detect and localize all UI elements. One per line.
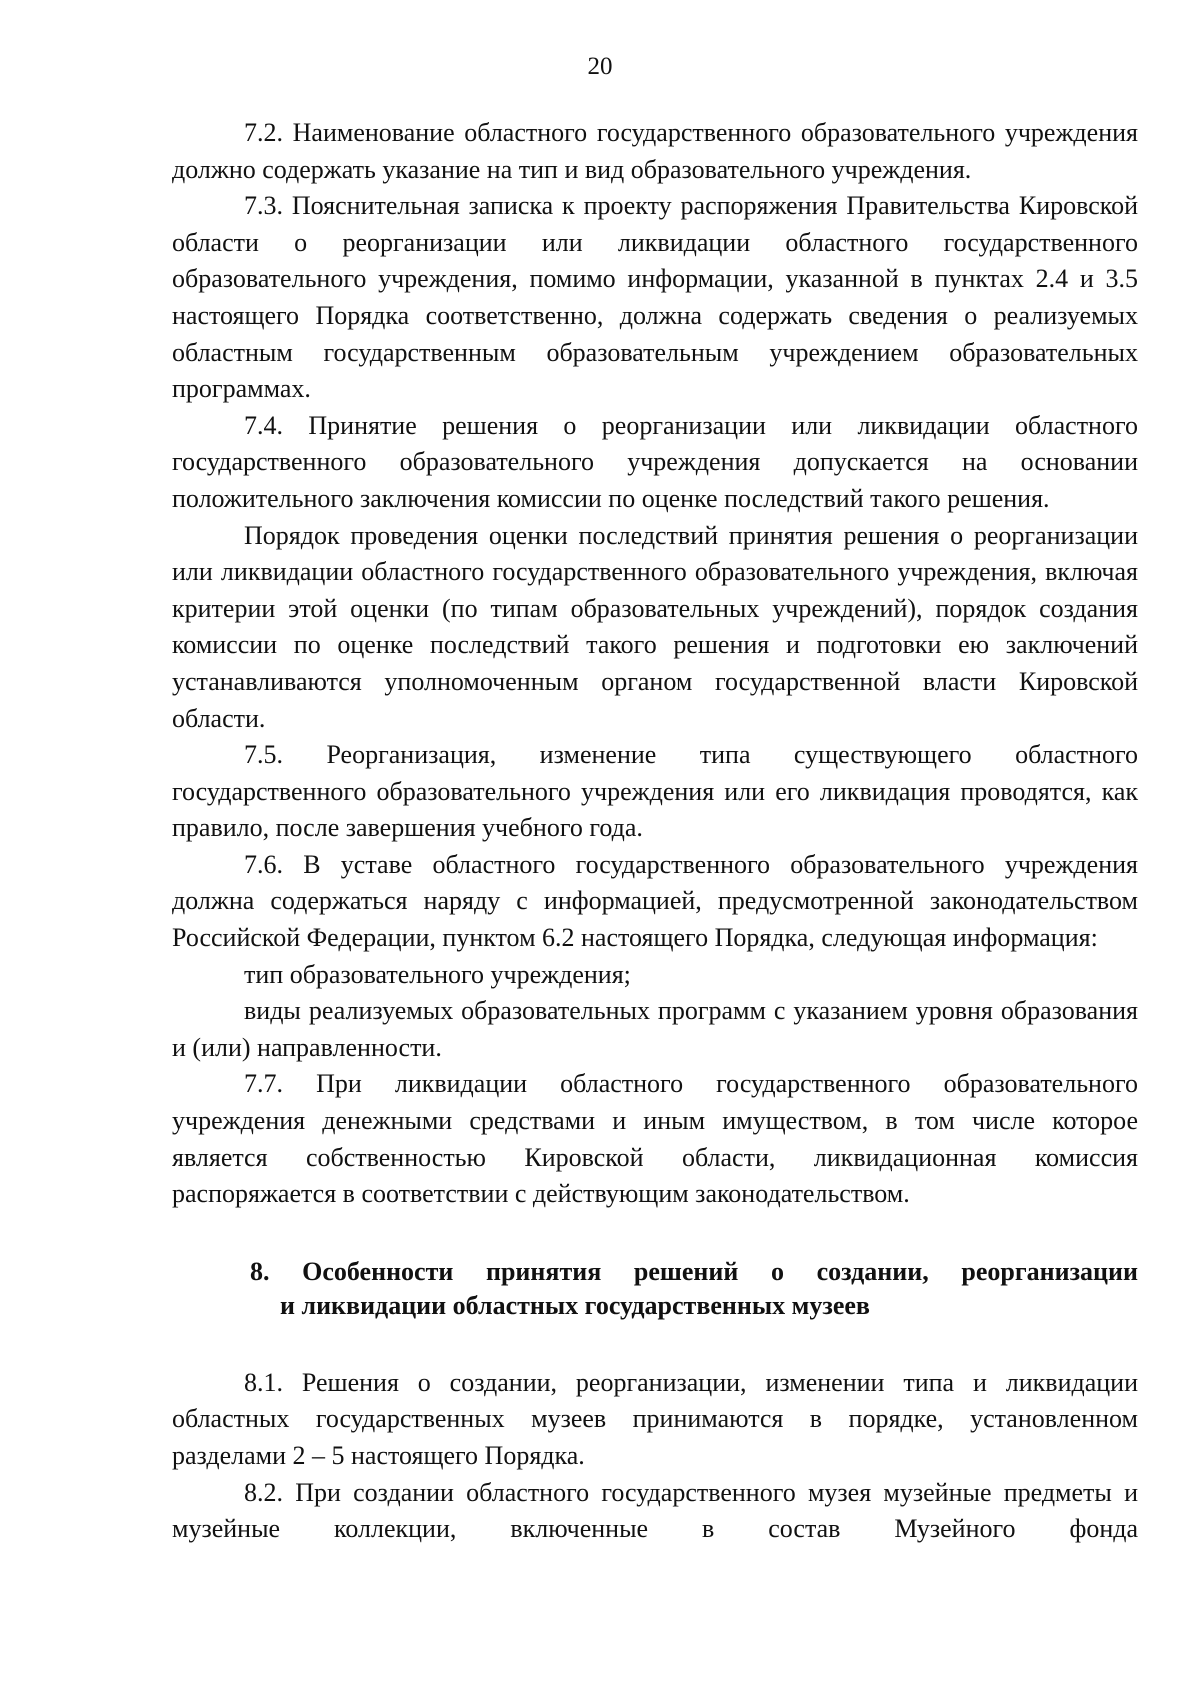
paragraph-7-5: 7.5. Реорганизация, изменение типа существующего областного государственного образовательного учреждения или его ликвидация проводятся, как правило, после завершения учебного года. bbox=[172, 740, 1138, 843]
page-number: 20 bbox=[587, 53, 613, 80]
paragraph-8-1: 8.1. Решения о создании, реорганизации, изменении типа и ликвидации областных государственных музеев принимаются в порядке, установленном разделами 2 – 5 настоящего Порядка. bbox=[172, 1367, 1138, 1470]
paragraph-7-4: 7.4. Принятие решения о реорганизации или ликвидации областного государственного образовательного учреждения допускается на основании положительного заключения комиссии по оценке последствий такого решения. bbox=[172, 410, 1138, 513]
paragraph-7-6: 7.6. В уставе областного государственного образовательного учреждения должна содержаться наряду с информацией, предусмотренной законодательством Российской Федерации, пунктом 6.2 настоящего Порядка, следующая информация: bbox=[172, 849, 1138, 953]
document-body bbox=[172, 115, 1138, 1548]
paragraph-8-2: 8.2. При создании областного государственного музея музейные предметы и музейные коллекции, включенные в состав Музейного фонда bbox=[172, 1477, 1138, 1544]
paragraph-7-3: 7.3. Пояснительная записка к проекту распоряжения Правительства Кировской области о реорганизации или ликвидации областного государственного образовательного учреждения, помимо информации, указанной в пунктах 2.4 и 3.5 настоящего Порядка соответственно, должна содержать сведения о реализуемых областным государственным образовательным учреждением образовательных программах. bbox=[172, 191, 1138, 404]
paragraph-7-6-item-programs: виды реализуемых образовательных программ с указанием уровня образования и (или) направленности. bbox=[172, 996, 1138, 1062]
section-heading-line-1: 8. Особенности принятия решений о создании, реорганизации bbox=[250, 1256, 1138, 1286]
section-heading-8 bbox=[172, 1255, 1138, 1323]
paragraph-7-7: 7.7. При ликвидации областного государственного образовательного учреждения денежными средствами и иным имуществом, в том числе которое является собственностью Кировской области, ликвидационная комиссия распоряжается в соответствии с действующим законодательством. bbox=[172, 1069, 1138, 1209]
paragraph-7-4-procedure: Порядок проведения оценки последствий принятия решения о реорганизации или ликвидации областного государственного образовательного учреждения, включая критерии этой оценки (по типам образовательных учреждений), порядок создания комиссии по оценке последствий такого решения и подготовки ею заключений устанавливаются уполномоченным органом государственной власти Кировской области. bbox=[172, 520, 1138, 733]
section-heading-line-2: и ликвидации областных государственных музеев bbox=[280, 1290, 870, 1320]
paragraph-7-2: 7.2. Наименование областного государственного образовательного учреждения должно содержать указание на тип и вид образовательного учреждения. bbox=[172, 118, 1138, 184]
paragraph-7-6-item-type: тип образовательного учреждения; bbox=[244, 959, 631, 989]
